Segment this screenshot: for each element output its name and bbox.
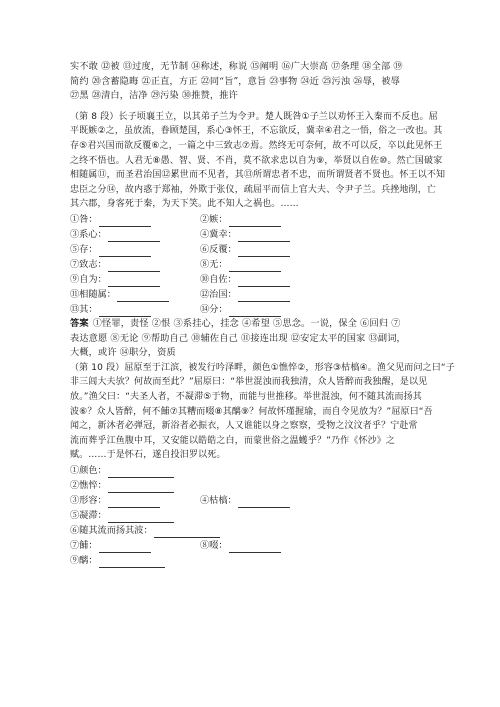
answer-blank[interactable]	[108, 482, 174, 493]
question-item	[70, 508, 174, 523]
passage-line: 闻之，新沐者必弹冠，新浴者必振衣，人又谁能以身之察察，受物之汶汶者乎？宁赴常	[70, 421, 418, 432]
question-item	[200, 227, 290, 242]
passage-line: 赋。……于是怀石，遂自投汨罗以死。	[70, 450, 226, 461]
question-item	[200, 493, 290, 508]
document-content	[70, 60, 455, 568]
note-line: ㉗黑 ㉘清白，洁净 ㉙污染 ㉚推赞，推许	[70, 90, 238, 102]
question-item	[70, 257, 200, 272]
question-row	[70, 212, 440, 227]
question-item	[70, 242, 200, 257]
question-label: ⑭分：	[200, 303, 228, 315]
answer-blank[interactable]	[99, 246, 151, 257]
answer-blank[interactable]	[229, 216, 281, 227]
question-label: ⑤存：	[70, 243, 98, 255]
question-label: ⑨醨：	[70, 554, 98, 566]
question-label: ①咎：	[70, 213, 98, 225]
question-row	[70, 508, 440, 523]
question-label: ⑥随其流而扬其波：	[70, 524, 153, 536]
question-row	[70, 523, 440, 538]
answer-label: 答案	[70, 317, 89, 329]
passage-line: （第 8 段）长子顷襄王立，以其弟子兰为令尹。楚人既咎①子兰以劝怀王入秦而不反也。屈	[70, 111, 438, 122]
question-row	[70, 538, 440, 553]
answer-blank[interactable]	[99, 216, 151, 227]
question-label: ⑦餔：	[70, 539, 98, 551]
passage-line: 非三闾大夫欤？何故而至此？”屈原曰：“举世混浊而我独清，众人皆醉而我独醒，是以见	[70, 377, 428, 388]
answer-blank[interactable]	[238, 231, 290, 242]
question-item	[70, 272, 200, 287]
question-item	[70, 302, 200, 317]
passage-paragraph-10	[70, 361, 455, 463]
answer-blank[interactable]	[99, 542, 151, 553]
answer-blank[interactable]	[108, 467, 174, 478]
answer-line: 大概，或许 ⑭职分，资质	[70, 347, 176, 359]
passage-line: 忠臣之分⑭，故内惑于郑袖，外欺于张仪，疏屈平而信上官大夫、令尹子兰。兵挫地削，亡	[70, 184, 437, 195]
question-item	[70, 553, 165, 568]
question-label: ③系心：	[70, 228, 107, 240]
question-label: ⑧无：	[200, 258, 228, 270]
answer-blank[interactable]	[238, 291, 290, 302]
passage-line: 之终不悟也。人君无⑧愚、智、贤、不肖，莫不欲求忠以自为⑨，举贤以自佐⑩。然亡国破家	[70, 155, 443, 166]
answer-blank[interactable]	[108, 512, 174, 523]
question-row	[70, 257, 440, 272]
question-label: ⑧啜：	[200, 539, 228, 551]
passage-line: 平既嫉②之，虽放流，眷顾楚国，系心③怀王，不忘欲反，冀幸④君之一悟，俗之一改也。其	[70, 126, 443, 137]
question-item	[70, 287, 200, 302]
answer-line: ①怪罪，责怪 ②恨 ③系挂心，挂念 ④希望 ⑤思念。一说，保全 ⑥回归 ⑦	[92, 317, 401, 329]
question-label: ④枯槁：	[200, 494, 237, 506]
answer-blank[interactable]	[238, 246, 290, 257]
passage-line: 相随属⑪，而圣君治国⑫累世而不见者，其⑬所谓忠者不忠，而所谓贤者不贤也。怀王以不知	[70, 170, 446, 181]
top-notes	[70, 60, 440, 104]
question-row	[70, 227, 440, 242]
question-item	[70, 478, 174, 493]
answer-blank[interactable]	[229, 261, 281, 272]
passage-line: 波⑥？众人皆醉，何不餔⑦其糟而啜⑧其醨⑨？何故怀瑾握瑜，而自令见放为？”屈原曰“吾	[70, 406, 433, 417]
question-label: ⑪相随属：	[70, 288, 116, 300]
question-item	[70, 212, 200, 227]
question-item	[200, 257, 281, 272]
question-label: ⑨自为：	[70, 273, 107, 285]
question-label: ⑥反覆：	[200, 243, 237, 255]
answer-blank[interactable]	[108, 276, 160, 287]
question-row	[70, 463, 440, 478]
passage-line: 存⑤君兴国而欲反覆⑥之，一篇之中三致志⑦焉。然终无可奈何，故不可以反，卒以此见怀王	[70, 140, 443, 151]
question-item	[70, 227, 200, 242]
question-item	[70, 493, 200, 508]
answer-blank[interactable]	[108, 231, 160, 242]
answer-blank[interactable]	[99, 306, 151, 317]
questions-paragraph-8	[70, 212, 440, 317]
question-row	[70, 478, 440, 493]
question-label: ④冀幸：	[200, 228, 237, 240]
questions-paragraph-10	[70, 463, 440, 568]
question-item	[200, 212, 281, 227]
question-label: ②憔悴：	[70, 479, 107, 491]
answer-blank[interactable]	[108, 261, 160, 272]
passage-line: 其六郡，身客死于秦，为天下笑。此不知人之祸也。……	[70, 199, 299, 210]
answer-block	[70, 317, 440, 361]
answer-blank[interactable]	[238, 276, 290, 287]
passage-paragraph-8	[70, 110, 446, 212]
answer-blank[interactable]	[229, 542, 281, 553]
passage-line: 放。”渔父曰：“夫圣人者，不凝滞⑤于物，而能与世推移。举世混浊，何不随其流而扬其	[70, 391, 422, 402]
answer-blank[interactable]	[238, 497, 290, 508]
passage-line: 流而葬乎江鱼腹中耳，又安能以皓皓之白，而蒙世俗之温蠖乎？”乃作《怀沙》之	[70, 435, 396, 446]
answer-blank[interactable]	[154, 527, 220, 538]
question-item	[200, 272, 290, 287]
answer-blank[interactable]	[108, 497, 160, 508]
note-line: 简约 ⑳含蓄隐晦 ㉑正直，方正 ㉒同“旨”，意旨 ㉓事物 ㉔近 ㉕污浊 ㉖辱，被辱	[70, 75, 400, 87]
question-row	[70, 272, 440, 287]
question-row	[70, 302, 440, 317]
answer-blank[interactable]	[99, 557, 165, 568]
question-item	[200, 302, 281, 317]
question-label: ⑬其：	[70, 303, 98, 315]
question-item	[200, 242, 290, 257]
question-label: ②嫉：	[200, 213, 228, 225]
answer-line: 表达意愿 ⑧无论 ⑨帮助自己 ⑩辅佐自己 ⑪接连出现 ⑫安定太平的国家 ⑬副词，	[70, 332, 406, 344]
answer-blank[interactable]	[229, 306, 281, 317]
question-label: ⑫治国：	[200, 288, 237, 300]
passage-line: （第 10 段）屈原至于江滨，被发行吟泽畔，颜色①憔悴②，形容③枯槁④。渔父见而问之曰“子	[70, 362, 455, 373]
question-label: ⑤凝滞：	[70, 509, 107, 521]
question-item	[70, 538, 200, 553]
answer-blank[interactable]	[117, 291, 169, 302]
question-row	[70, 493, 440, 508]
question-label: ⑩自佐：	[200, 273, 237, 285]
question-item	[70, 463, 174, 478]
question-row	[70, 242, 440, 257]
question-label: ⑦致志：	[70, 258, 107, 270]
note-line: 实不敢 ⑫被 ⑬过度，无节制 ⑭称述，称说 ⑮阐明 ⑯广大崇高 ⑰条理 ⑱全部 ⑲	[70, 61, 403, 72]
question-item	[200, 287, 290, 302]
question-row	[70, 553, 440, 568]
question-item	[200, 538, 281, 553]
question-label: ③形容：	[70, 494, 107, 506]
question-item	[70, 523, 220, 538]
question-label: ①颜色：	[70, 464, 107, 476]
question-row	[70, 287, 440, 302]
